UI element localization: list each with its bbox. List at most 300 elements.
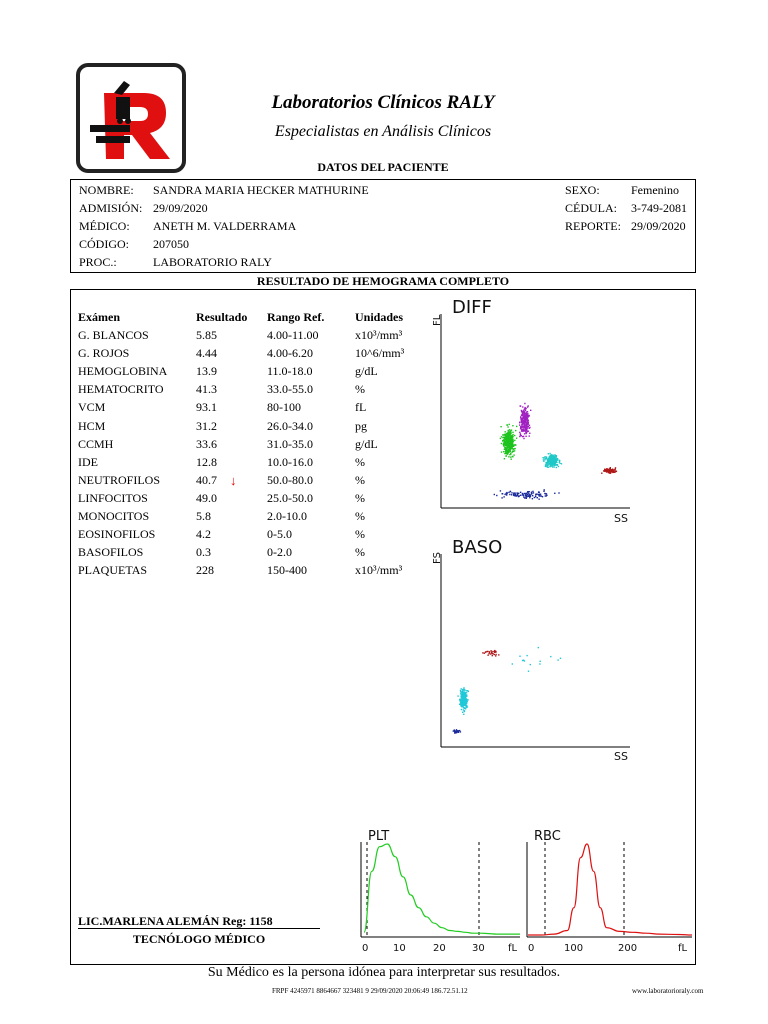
diff-point	[522, 413, 523, 414]
diff-point	[524, 409, 525, 410]
diff-point	[524, 493, 525, 494]
cell-range: 0-2.0	[267, 545, 292, 560]
diff-point	[512, 448, 513, 449]
admission-label: ADMISIÓN:	[79, 201, 143, 215]
diff-point	[519, 432, 520, 433]
cell-unit: %	[355, 382, 365, 397]
diff-point	[510, 447, 511, 448]
diff-point	[611, 471, 612, 472]
diff-point	[561, 463, 562, 464]
diff-point	[527, 422, 528, 423]
cell-exam: VCM	[78, 400, 106, 415]
baso-point	[467, 699, 468, 700]
diff-point	[516, 438, 517, 439]
diff-point	[523, 497, 524, 498]
baso-point	[458, 731, 459, 732]
cell-result: 31.2	[196, 418, 217, 433]
diff-point	[506, 447, 507, 448]
cell-exam: HEMOGLOBINA	[78, 364, 168, 379]
cell-result: 93.1	[196, 400, 217, 415]
diff-point	[527, 406, 528, 407]
diff-point	[525, 425, 526, 426]
cell-exam: CCMH	[78, 436, 114, 451]
cell-unit: x10³/mm³	[355, 563, 403, 578]
diff-point	[509, 448, 510, 449]
baso-ylabel: FS	[432, 552, 443, 564]
diff-point	[548, 467, 549, 468]
rbc-tick-100: 100	[564, 943, 584, 954]
diff-point	[505, 444, 506, 445]
diff-point	[547, 465, 548, 466]
diff-point	[523, 436, 524, 437]
diff-point	[524, 403, 525, 404]
diff-point	[548, 463, 549, 464]
diff-point	[504, 443, 505, 444]
baso-xlabel: SS	[614, 750, 628, 763]
diff-point	[525, 436, 526, 437]
cell-result: 228	[196, 563, 214, 578]
rbc-title: RBC	[534, 829, 561, 844]
footer-meta: FRPF 4245971 8864667 323481 9 29/09/2020 20:06:49 186.72.51.12	[272, 987, 468, 995]
diff-point	[512, 451, 513, 452]
diff-point	[532, 491, 533, 492]
table-row	[78, 328, 418, 346]
baso-point	[519, 656, 520, 657]
table-row	[78, 473, 418, 491]
diff-point	[520, 427, 521, 428]
signature-line	[78, 928, 320, 929]
diff-point	[501, 443, 502, 444]
baso-scatter-chart	[426, 534, 636, 766]
baso-point	[464, 692, 465, 693]
baso-point	[524, 660, 525, 661]
baso-point	[491, 653, 492, 654]
cell-result: 33.6	[196, 436, 217, 451]
diff-point	[521, 430, 522, 431]
diff-point	[526, 427, 527, 428]
baso-point	[463, 714, 464, 715]
diff-point	[608, 471, 609, 472]
results-table-header	[78, 310, 418, 328]
baso-point	[530, 664, 531, 665]
diff-point	[496, 495, 497, 496]
baso-point	[467, 706, 468, 707]
diff-point	[529, 491, 530, 492]
diff-point	[556, 462, 557, 463]
cell-unit: %	[355, 472, 365, 487]
diff-point	[500, 426, 501, 427]
diff-point	[504, 447, 505, 448]
diff-point	[555, 461, 556, 462]
diff-point	[500, 438, 501, 439]
diff-point	[525, 432, 526, 433]
cell-exam: G. ROJOS	[78, 346, 130, 361]
diff-point	[511, 492, 512, 493]
patient-code: 207050	[153, 237, 189, 251]
cell-exam: HEMATOCRITO	[78, 382, 164, 397]
footer-note: Su Médico es la persona idónea para interpretar sus resultados.	[207, 965, 561, 980]
diff-point	[507, 440, 508, 441]
diff-point	[611, 469, 612, 470]
diff-point	[531, 493, 532, 494]
diff-point	[526, 493, 527, 494]
baso-point	[495, 654, 496, 655]
diff-point	[537, 497, 538, 498]
diff-point	[513, 449, 514, 450]
diff-point	[555, 458, 556, 459]
diff-point	[514, 495, 515, 496]
diff-point	[519, 436, 520, 437]
diff-point	[549, 453, 550, 454]
diff-point	[545, 458, 546, 459]
diff-point	[511, 439, 512, 440]
table-row	[78, 419, 418, 437]
cell-unit: g/dL	[355, 436, 378, 451]
cell-unit: x10³/mm³	[355, 328, 403, 342]
baso-point	[494, 654, 495, 655]
baso-point	[466, 692, 467, 693]
diff-point	[543, 461, 544, 462]
cell-result: 5.85	[196, 328, 217, 342]
diff-point	[518, 496, 519, 497]
baso-point	[462, 700, 463, 701]
baso-point	[498, 654, 499, 655]
diff-point	[509, 450, 510, 451]
cell-range: 31.0-35.0	[267, 436, 313, 451]
cell-result: 41.3	[196, 382, 217, 397]
diff-point	[509, 494, 510, 495]
admission-date: 29/09/2020	[153, 201, 208, 215]
diff-point	[526, 498, 527, 499]
diff-chart-title: DIFF	[452, 297, 492, 318]
diff-point	[513, 441, 514, 442]
cell-unit: %	[355, 545, 365, 560]
baso-point	[460, 693, 461, 694]
diff-ylabel: FL	[432, 314, 443, 326]
baso-point	[461, 688, 462, 689]
diff-point	[527, 420, 528, 421]
diff-point	[551, 464, 552, 465]
diff-point	[520, 492, 521, 493]
diff-point	[550, 463, 551, 464]
diff-point	[504, 449, 505, 450]
baso-point	[468, 691, 469, 692]
diff-data-points	[494, 403, 617, 500]
table-row	[78, 455, 418, 473]
baso-point	[512, 663, 513, 664]
diff-point	[505, 442, 506, 443]
diff-point	[538, 492, 539, 493]
lab-name: Laboratorios Clínicos RALY	[271, 92, 495, 113]
baso-point	[466, 696, 467, 697]
diff-point	[554, 466, 555, 467]
baso-point	[463, 687, 464, 688]
diff-point	[507, 426, 508, 427]
proc-label: PROC.:	[79, 255, 117, 269]
lab-logo	[76, 63, 186, 173]
diff-point	[548, 460, 549, 461]
baso-point	[461, 709, 462, 710]
diff-point	[504, 437, 505, 438]
table-row	[78, 346, 418, 364]
table-row	[78, 509, 418, 527]
baso-point	[464, 700, 465, 701]
diff-point	[508, 447, 509, 448]
diff-point	[510, 432, 511, 433]
baso-point	[485, 651, 486, 652]
diff-point	[529, 428, 530, 429]
diff-point	[552, 461, 553, 462]
diff-point	[501, 451, 502, 452]
rbc-tick-0: 0	[528, 943, 535, 954]
baso-point	[461, 704, 462, 705]
baso-point	[466, 699, 467, 700]
baso-point	[487, 655, 488, 656]
diff-point	[527, 431, 528, 432]
diff-point	[519, 424, 520, 425]
diff-point	[521, 424, 522, 425]
diff-point	[523, 421, 524, 422]
cell-unit: %	[355, 509, 365, 523]
baso-point	[490, 650, 491, 651]
diff-point	[554, 456, 555, 457]
diff-point	[605, 471, 606, 472]
diff-point	[516, 426, 517, 427]
sex-value: Femenino	[631, 183, 679, 197]
diff-point	[548, 458, 549, 459]
diff-point	[520, 416, 521, 417]
diff-scatter-chart	[426, 294, 636, 526]
diff-point	[511, 459, 512, 460]
diff-point	[552, 459, 553, 460]
cell-range: 4.00-11.00	[267, 328, 319, 342]
baso-point	[492, 651, 493, 652]
diff-point	[550, 455, 551, 456]
diff-point	[520, 435, 521, 436]
diff-point	[557, 459, 558, 460]
diff-point	[545, 464, 546, 465]
doctor-name: ANETH M. VALDERRAMA	[153, 219, 297, 233]
diff-point	[550, 459, 551, 460]
cell-range: 50.0-80.0	[267, 472, 313, 487]
diff-point	[521, 429, 522, 430]
diff-point	[506, 435, 507, 436]
cell-result: 4.2	[196, 527, 211, 542]
diff-point	[554, 493, 555, 494]
baso-point	[522, 660, 523, 661]
diff-point	[512, 425, 513, 426]
diff-point	[514, 448, 515, 449]
diff-point	[521, 421, 522, 422]
diff-point	[508, 450, 509, 451]
diff-point	[510, 431, 511, 432]
diff-point	[526, 495, 527, 496]
diff-point	[522, 418, 523, 419]
diff-point	[500, 490, 501, 491]
diff-point	[556, 467, 557, 468]
baso-point	[465, 702, 466, 703]
diff-point	[526, 415, 527, 416]
results-section-title: RESULTADO DE HEMOGRAMA COMPLETO	[256, 274, 510, 288]
diff-point	[511, 440, 512, 441]
diff-point	[608, 470, 609, 471]
proc-value: LABORATORIO RALY	[153, 255, 272, 269]
baso-point	[494, 650, 495, 651]
footer-website: www.laboratorioraly.com	[632, 987, 704, 995]
diff-point	[532, 495, 533, 496]
diff-point	[506, 492, 507, 493]
cell-result: 40.7	[196, 472, 217, 487]
diff-point	[545, 495, 546, 496]
baso-point	[557, 659, 558, 660]
baso-point	[457, 695, 458, 696]
baso-point	[465, 694, 466, 695]
low-flag-icon: ↓	[230, 472, 237, 488]
baso-point	[464, 708, 465, 709]
cell-exam: NEUTROFILOS	[78, 472, 161, 487]
baso-point	[460, 731, 461, 732]
baso-point	[463, 698, 464, 699]
diff-point	[615, 467, 616, 468]
cell-result: 49.0	[196, 490, 217, 505]
diff-point	[515, 430, 516, 431]
baso-point	[464, 711, 465, 712]
cell-unit: g/dL	[355, 364, 378, 379]
plt-tick-10: 10	[393, 943, 406, 954]
diff-point	[548, 453, 549, 454]
diff-point	[507, 424, 508, 425]
cell-range: 80-100	[267, 400, 301, 415]
baso-point	[460, 700, 461, 701]
plt-tick-30: 30	[472, 943, 485, 954]
diff-point	[524, 433, 525, 434]
diff-point	[503, 440, 504, 441]
diff-point	[504, 453, 505, 454]
diff-point	[541, 495, 542, 496]
cell-exam: LINFOCITOS	[78, 490, 148, 505]
cell-range: 4.00-6.20	[267, 346, 313, 361]
plt-histogram	[352, 824, 522, 958]
diff-point	[509, 424, 510, 425]
diff-point	[524, 423, 525, 424]
diff-point	[552, 455, 553, 456]
baso-point	[539, 663, 540, 664]
diff-point	[513, 492, 514, 493]
diff-point	[557, 464, 558, 465]
diff-point	[505, 431, 506, 432]
diff-point	[509, 451, 510, 452]
col-range: Rango Ref.	[267, 310, 325, 324]
diff-point	[524, 421, 525, 422]
diff-point	[509, 442, 510, 443]
diff-xlabel: SS	[614, 512, 628, 525]
diff-point	[559, 460, 560, 461]
cell-exam: BASOFILOS	[78, 545, 144, 560]
diff-point	[515, 492, 516, 493]
diff-point	[616, 471, 617, 472]
diff-point	[520, 495, 521, 496]
baso-point	[454, 729, 455, 730]
diff-point	[521, 426, 522, 427]
diff-point	[521, 415, 522, 416]
baso-point	[465, 697, 466, 698]
diff-point	[524, 420, 525, 421]
baso-point	[538, 647, 539, 648]
cell-exam: HCM	[78, 418, 106, 433]
cell-range: 11.0-18.0	[267, 364, 313, 379]
baso-point	[550, 656, 551, 657]
diff-point	[506, 433, 507, 434]
baso-point	[465, 707, 466, 708]
baso-point	[462, 712, 463, 713]
diff-point	[540, 494, 541, 495]
cell-exam: IDE	[78, 454, 98, 469]
diff-point	[508, 437, 509, 438]
cell-unit: %	[355, 490, 365, 505]
diff-point	[550, 456, 551, 457]
diff-point	[522, 494, 523, 495]
diff-point	[506, 494, 507, 495]
diff-point	[546, 456, 547, 457]
id-label: CÉDULA:	[565, 201, 617, 215]
rbc-tick-fl: fL	[678, 943, 688, 954]
baso-point	[461, 695, 462, 696]
baso-point	[454, 731, 455, 732]
cell-exam: G. BLANCOS	[78, 328, 149, 342]
diff-point	[526, 422, 527, 423]
diff-point	[509, 429, 510, 430]
diff-point	[503, 496, 504, 497]
rbc-tick-200: 200	[618, 943, 638, 954]
diff-point	[519, 422, 520, 423]
table-row	[78, 563, 418, 581]
baso-point	[463, 709, 464, 710]
diff-point	[553, 457, 554, 458]
baso-point	[464, 702, 465, 703]
baso-chart-title: BASO	[452, 537, 503, 558]
diff-point	[529, 497, 530, 498]
plt-curve	[364, 844, 520, 934]
diff-point	[528, 496, 529, 497]
diff-point	[524, 427, 525, 428]
baso-point	[490, 653, 491, 654]
baso-point	[460, 705, 461, 706]
diff-point	[558, 492, 559, 493]
baso-point	[462, 689, 463, 690]
diff-point	[510, 454, 511, 455]
diff-point	[546, 462, 547, 463]
diff-point	[558, 466, 559, 467]
diff-point	[526, 429, 527, 430]
diff-point	[543, 491, 544, 492]
baso-point	[540, 661, 541, 662]
diff-point	[546, 495, 547, 496]
baso-point	[460, 699, 461, 700]
baso-point	[482, 652, 483, 653]
diff-point	[605, 469, 606, 470]
cell-result: 5.8	[196, 509, 211, 523]
diff-point	[527, 415, 528, 416]
cell-range: 2.0-10.0	[267, 509, 307, 523]
diff-point	[525, 413, 526, 414]
table-row	[78, 437, 418, 455]
baso-point	[456, 731, 457, 732]
patient-box	[70, 179, 696, 273]
diff-point	[534, 497, 535, 498]
baso-point	[460, 691, 461, 692]
diff-point	[511, 444, 512, 445]
baso-point	[454, 732, 455, 733]
